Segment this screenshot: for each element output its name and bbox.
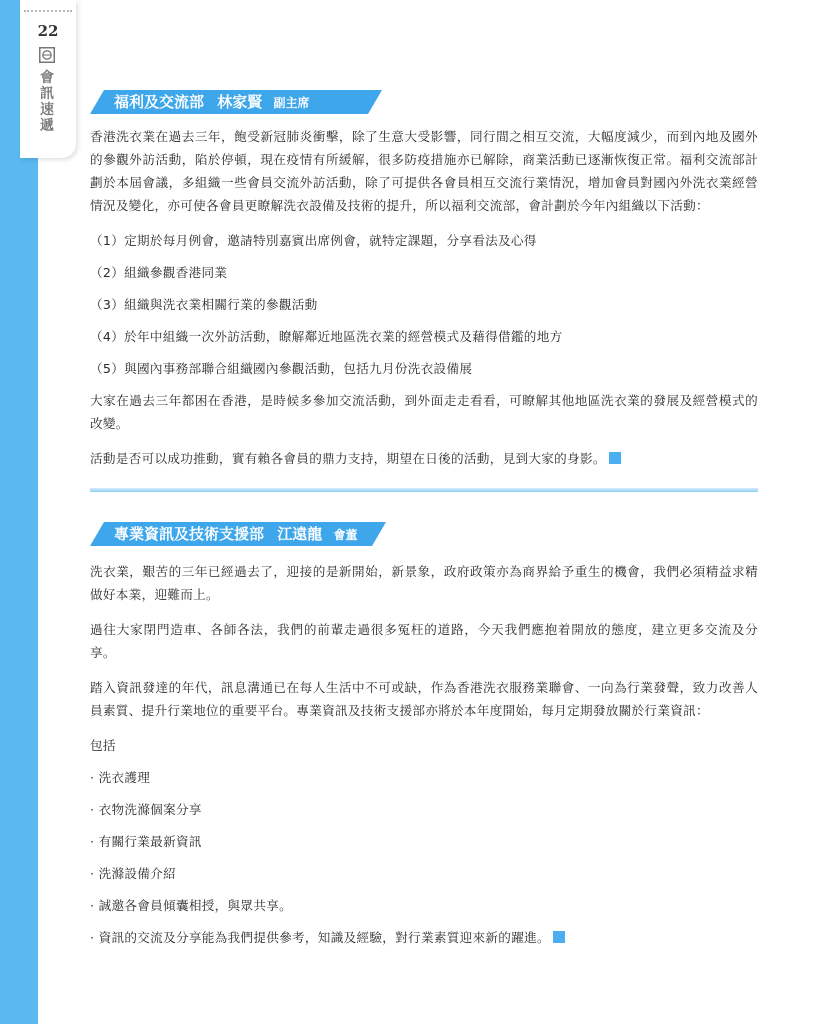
section1-person: 林家賢 [217, 93, 263, 111]
section1-item: （2）組織參觀香港同業 [90, 265, 228, 280]
vertical-title [38, 70, 56, 134]
section1-department: 福利及交流部 [114, 93, 205, 111]
section2-bullet-last [90, 926, 758, 949]
section2-bullet: · 衣物洗滌個案分享 [90, 802, 202, 817]
section2-para2: 過往大家閉門造車、各師各法，我們的前輩走過很多冤枉的道路，今天我們應抱着開放的態度，建立更多交流及分享。 [90, 622, 758, 660]
section2-department: 專業資訊及技術支援部 [114, 525, 265, 543]
section2-bullet: · 誠邀各會員傾囊相授，與眾共享。 [90, 898, 293, 913]
logo-icon [39, 47, 55, 63]
section1-header-text [114, 92, 310, 113]
section1-item: （5）與國內事務部聯合組織國內參觀活動，包括九月份洗衣設備展 [90, 361, 473, 376]
section2-include-label: 包括 [90, 738, 116, 753]
section1-para3-text: 活動是否可以成功推動，實有賴各會員的鼎力支持，期望在日後的活動，見到大家的身影。 [90, 451, 606, 466]
section1-item: （1）定期於每月例會，邀請特別嘉賓出席例會，就特定課題，分享看法及心得 [90, 233, 537, 248]
vertical-title-char: 會 [40, 70, 54, 86]
section1-intro: 香港洗衣業在過去三年，飽受新冠肺炎衝擊，除了生意大受影響，同行間之相互交流，大幅度減少，而到內地及國外的參觀外訪活動，陷於停頓，現在疫情有所緩解，很多防疫措施亦已解除，商業活動已逐漸恢復正常。福利交流部計劃於本屆會議，多組織一些會員交流外訪活動，除了可提供各會員相互交流行業情況，增加會員對國內外洗衣業經營情況及變化，亦可使各會員更瞭解洗衣設備及技術的提升，所以福利交流部，會計劃於今年內組織以下活動： [90, 129, 758, 213]
section2-bullet: · 洗滌設備介紹 [90, 866, 176, 881]
vertical-title-char: 遞 [40, 118, 54, 134]
section1-header [90, 90, 382, 114]
page-number: 22 [37, 22, 59, 40]
section-divider [90, 488, 758, 492]
section2-bullet: · 有關行業最新資訊 [90, 834, 202, 849]
vertical-title-char: 速 [40, 102, 54, 118]
end-mark-icon [553, 931, 565, 943]
section1-body [90, 125, 758, 482]
section2-bullet: · 資訊的交流及分享能為我們提供參考，知識及經驗，對行業素質迎來新的躍進。 [90, 930, 550, 945]
section1-para3 [90, 447, 758, 470]
section1-item: （4）於年中組織一次外訪活動，瞭解鄰近地區洗衣業的經營模式及藉得借鑑的地方 [90, 329, 563, 344]
end-mark-icon [609, 452, 621, 464]
vertical-title-char: 訊 [40, 86, 54, 102]
section2-body [90, 560, 758, 958]
section2-para1: 洗衣業，艱苦的三年已經過去了，迎接的是新開始，新景象，政府政策亦為商界給予重生的機會，我們必須精益求精做好本業，迎難而上。 [90, 564, 758, 602]
section2-header [90, 522, 386, 546]
section1-para2: 大家在過去三年都困在香港，是時候多參加交流活動，到外面走走看看，可瞭解其他地區洗衣業的發展及經營模式的改變。 [90, 393, 758, 431]
section1-role: 副主席 [273, 96, 310, 110]
section2-para3: 踏入資訊發達的年代，訊息溝通已在每人生活中不可或缺，作為香港洗衣服務業聯會、一向為行業發聲，致力改善人員素質、提升行業地位的重要平台。專業資訊及技術支援部亦將於本年度開始，每月定期發放關於行業資訊： [90, 680, 758, 718]
tab-dots [24, 10, 72, 16]
section2-role: 會董 [333, 528, 358, 542]
section2-bullet: · 洗衣護理 [90, 770, 151, 785]
section1-item: （3）組織與洗衣業相關行業的參觀活動 [90, 297, 318, 312]
section2-person: 江遠龍 [277, 525, 323, 543]
section2-header-text [114, 524, 358, 545]
